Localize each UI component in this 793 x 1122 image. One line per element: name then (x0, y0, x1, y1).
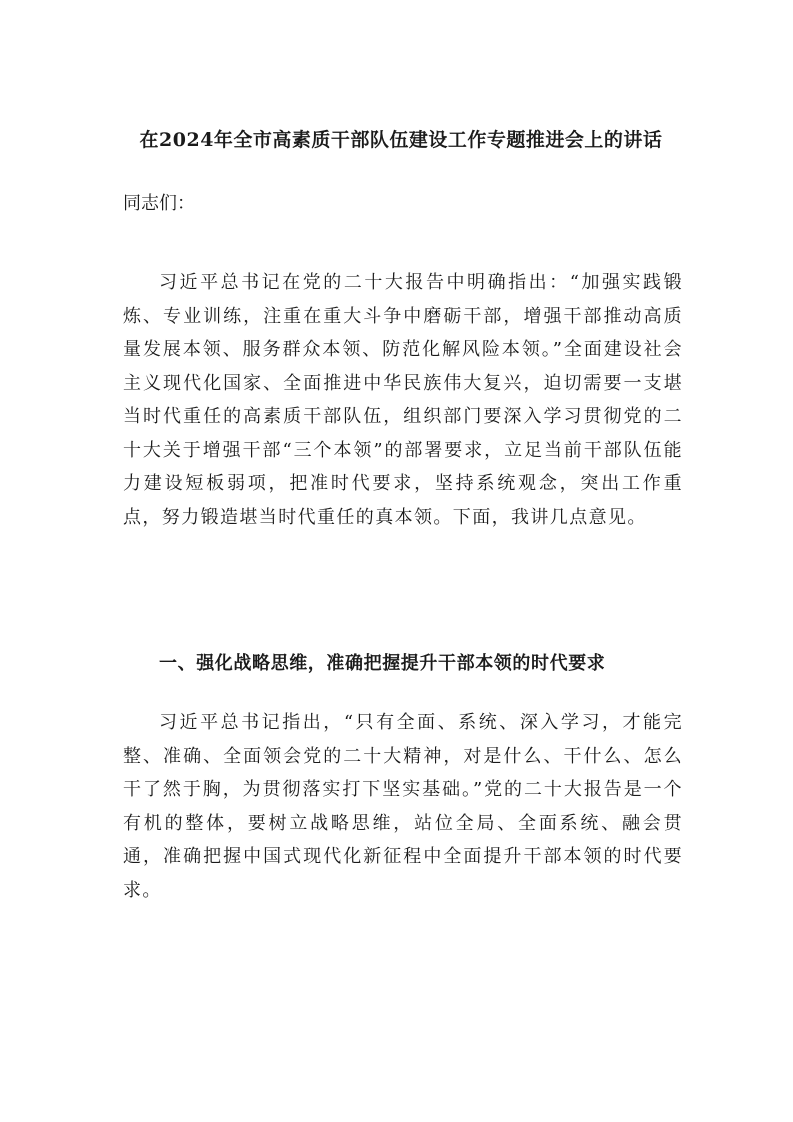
body-paragraph-2: 习近平总书记指出，“只有全面、系统、深入学习，才能完整、准确、全面领会党的二十大精神，对是什么、干什么、怎么干了然于胸，为贯彻落实打下坚实基础。”党的二十大报告是一个有机的整体，要树立战略思维，站位全局、全面系统、融会贯通，准确把握中国式现代化新征程中全面提升干部本领的时代要求。 (123, 712, 683, 901)
section-heading-1: 一、强化战略思维，准确把握提升干部本领的时代要求 (159, 653, 606, 674)
document-title: 在2024年全市高素质干部队伍建设工作专题推进会上的讲话 (139, 129, 663, 151)
body-paragraph-1: 习近平总书记在党的二十大报告中明确指出：“加强实践锻炼、专业训练，注重在重大斗争中磨砺干部，增强干部推动高质量发展本领、服务群众本领、防范化解风险本领。”全面建设社会主义现代化国家、全面推进中华民族伟大复兴，迫切需要一支堪当时代重任的高素质干部队伍，组织部门要深入学习贯彻党的二十大关于增强干部“三个本领”的部署要求，立足当前干部队伍能力建设短板弱项，把准时代要求，坚持系统观念，突出工作重点，努力锻造堪当时代重任的真本领。下面，我讲几点意见。 (123, 272, 683, 528)
greeting: 同志们： (123, 193, 195, 214)
